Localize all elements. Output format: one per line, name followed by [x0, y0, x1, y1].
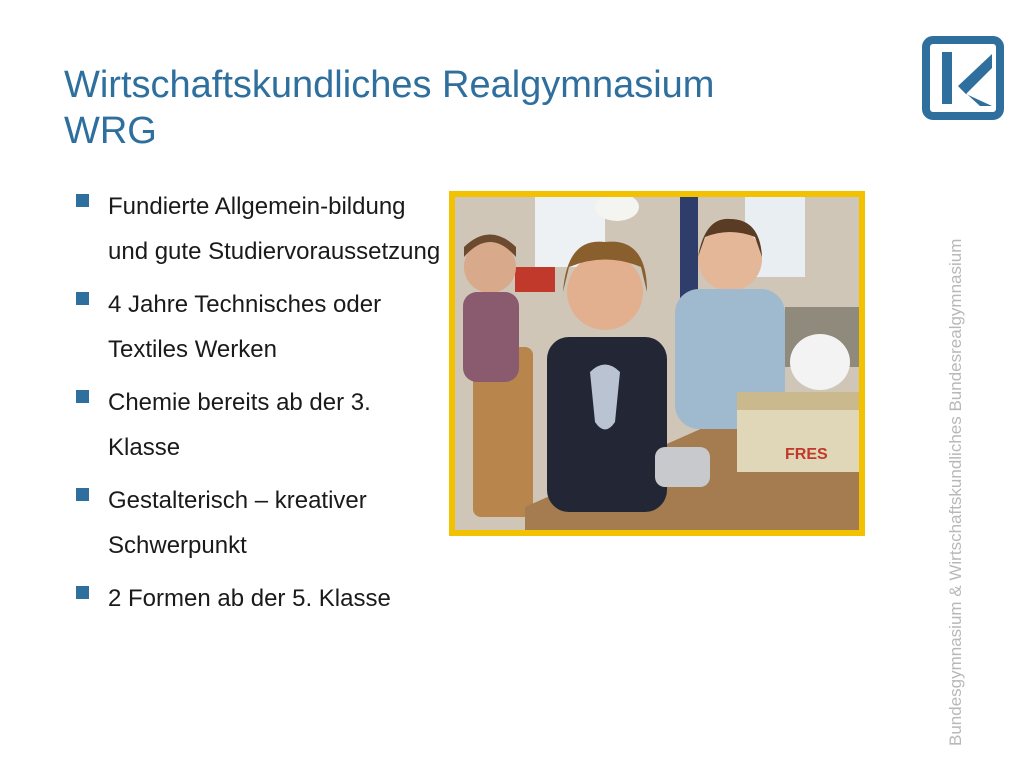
bullet-list: [76, 184, 448, 629]
bullet-text: 2 Formen ab der 5. Klasse: [108, 585, 391, 612]
bullet-square-icon: [76, 586, 89, 599]
bullet-text: Fundierte Allgemein-bildung und gute Studiervoraussetzung: [108, 193, 441, 265]
bullet-item: [76, 380, 448, 470]
slide-title-line-2: WRG: [64, 110, 157, 152]
classroom-photo-illustration: [455, 197, 859, 530]
bullet-item: [76, 282, 448, 372]
school-logo-icon: [922, 36, 1004, 120]
bullet-item: [76, 576, 448, 621]
bullet-square-icon: [76, 194, 89, 207]
bullet-square-icon: [76, 488, 89, 501]
bullet-item: [76, 478, 448, 568]
bullet-square-icon: [76, 292, 89, 305]
bullet-text: Chemie bereits ab der 3. Klasse: [108, 389, 371, 461]
slide-title-line-1: Wirtschaftskundliches Realgymnasium: [64, 64, 715, 106]
box-label: FRES: [785, 446, 828, 463]
slide-title: [64, 62, 824, 154]
bullet-text: Gestalterisch – kreativer Schwerpunkt: [108, 487, 367, 559]
side-text: Bundesgymnasium & Wirtschaftskundliches Bundesrealgymnasium: [946, 238, 965, 746]
bullet-text: 4 Jahre Technisches oder Textiles Werken: [108, 291, 382, 363]
classroom-photo: [449, 191, 865, 536]
bullet-square-icon: [76, 390, 89, 403]
bullet-item: [76, 184, 448, 274]
